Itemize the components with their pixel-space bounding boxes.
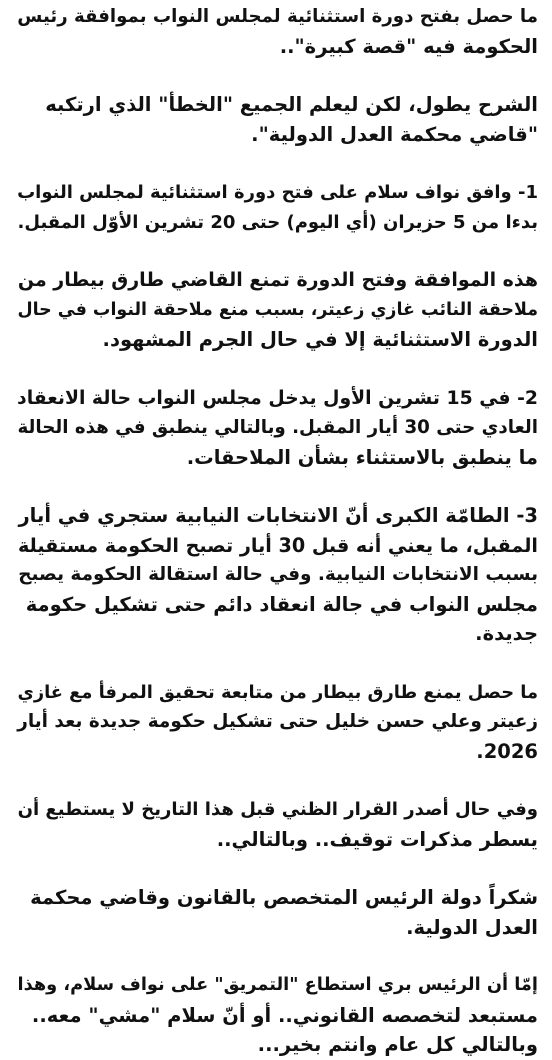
paragraph-consequence <box>12 266 538 355</box>
text-line: ما ينطبق بالاستثناء بشأن الملاحقات. <box>186 445 538 469</box>
text-line: ملاحقة النائب غازي زعيتر، بسبب منع ملاحقة النواب في حال <box>17 299 538 320</box>
text-line: 2026. <box>476 739 538 763</box>
text-line: العدل الدولية. <box>406 915 538 939</box>
paragraph-explanation <box>12 90 538 149</box>
text-line: هذه الموافقة وفتح الدورة تمنع القاضي طارق بيطار من <box>17 269 538 291</box>
text-line: جديدة. <box>475 622 538 645</box>
text-line: الدورة الاستثنائية إلا في حال الجرم المشهود. <box>102 328 538 351</box>
text-line: بسبب الانتخابات النيابية. وفي حالة استقالة الحكومة يصبح <box>18 564 538 585</box>
paragraph-point-3 <box>12 501 538 649</box>
text-line: إمّا أن الرئيس بري استطاع "التمريق" على نواف سلام، وهذا <box>17 975 538 995</box>
text-line: 2- في 15 تشرين الأول يدخل مجلس النواب حالة الانعقاد <box>17 387 538 409</box>
text-line: زعيتر وعلي حسن خليل حتى تشكيل حكومة جديدة بعد أيار <box>17 711 538 732</box>
paragraph-point-2 <box>12 384 538 473</box>
text-line: مجلس النواب في جالة انعقاد دائم حتى تشكيل حكومة <box>25 592 538 616</box>
text-line: المقبل، ما يعني أنه قبل 30 أيار تصبح الحكومة مستقيلة <box>17 533 538 557</box>
text-line: وفي حال أصدر القرار الظني قبل هذا التاريخ لا يستطيع أن <box>17 799 538 820</box>
text-line: "قاضي محكمة العدل الدولية". <box>251 122 538 146</box>
text-line: بدءا من 5 حزيران (أي اليوم) حتى 20 تشرين الأوّل المقبل. <box>17 211 538 233</box>
paragraph-thanks <box>12 883 538 942</box>
text-line: يسطر مذكرات توقيف.. وبالتالي.. <box>216 827 538 851</box>
text-line: مستبعد لتخصصه القانوني.. أو أنّ سلام "مشي" معه.. <box>31 1003 538 1027</box>
text-line: الحكومة فيه "قصة كبيرة".. <box>279 34 538 58</box>
paragraph-indictment <box>12 795 538 854</box>
paragraph-point-1 <box>12 178 538 237</box>
text-line: وبالتالي كل عام وانتم بخير... <box>257 1033 538 1056</box>
text-line: العادي حتى 30 أيار المقبل. وبالتالي ينطبق في هذه الحالة <box>17 417 538 438</box>
paragraph-intro <box>12 2 538 61</box>
text-line: الشرح يطول، لكن ليعلم الجميع "الخطأ" الذي ارتكبه <box>45 93 538 116</box>
text-line: 3- الطامّة الكبرى أنّ الانتخابات النيابية ستجري في أيار <box>18 504 538 527</box>
paragraph-conclusion <box>12 971 538 1060</box>
text-line: ما حصل بفتح دورة استثنائية لمجلس النواب بموافقة رئيس <box>17 6 538 27</box>
paragraph-result <box>12 678 538 767</box>
text-line: ما حصل يمنع طارق بيطار من متابعة تحقيق المرفأ مع غازي <box>17 681 538 703</box>
text-line: 1- وافق نواف سلام على فتح دورة استثنائية لمجلس النواب <box>17 182 538 203</box>
text-line: شكراً دولة الرئيس المتخصص بالقانون وقاضي محكمة <box>30 886 538 909</box>
